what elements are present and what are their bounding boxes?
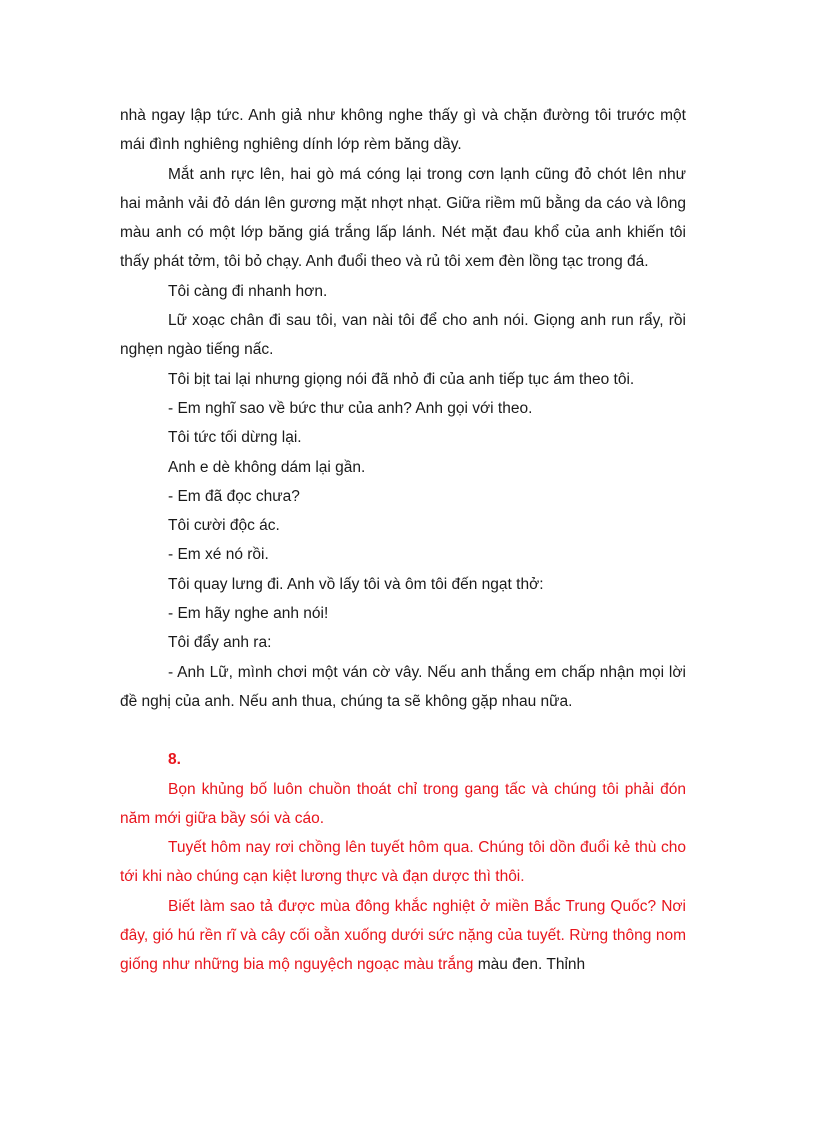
dialogue-line: - Em đã đọc chưa?	[168, 487, 300, 505]
document-page	[120, 101, 686, 980]
dialogue-line: - Em hãy nghe anh nói!	[168, 605, 329, 623]
dialogue-line: - Anh Lữ, mình chơi một ván cờ vây. Nếu anh thắng em chấp nhận mọi lời đề nghị của anh. Nếu anh thua, chúng ta sẽ không gặp nhau nữa.	[120, 663, 686, 710]
paragraph-last-black: màu đen. Thỉnh	[473, 956, 586, 974]
paragraph: Bọn khủng bố luôn chuồn thoát chỉ trong gang tấc và chúng tôi phải đón năm mới giữa bầy sói và cáo.	[120, 780, 686, 827]
paragraph: Tôi đẩy anh ra:	[168, 634, 272, 652]
paragraph-last	[120, 892, 686, 980]
paragraph: Tôi cười độc ác.	[168, 517, 280, 535]
paragraph: Mắt anh rực lên, hai gò má cóng lại trong cơn lạnh cũng đỏ chót lên như hai mảnh vải đỏ dán lên gương mặt nhợt nhạt. Giữa riềm mũ bằng da cáo và lông màu anh có một lớp băng giá trắng lấp lánh. Nét mặt đau khổ của anh khiến tôi thấy phát tởm, tôi bỏ chạy. Anh đuổi theo và rủ tôi xem đèn lồng tạc trong đá.	[120, 165, 686, 271]
paragraph: Tôi bịt tai lại nhưng giọng nói đã nhỏ đi của anh tiếp tục ám theo tôi.	[168, 370, 635, 388]
paragraph: Tuyết hôm nay rơi chồng lên tuyết hôm qua. Chúng tôi dồn đuổi kẻ thù cho tới khi nào chúng cạn kiệt lương thực và đạn dược thì thôi.	[120, 839, 686, 886]
paragraph: Tôi càng đi nhanh hơn.	[168, 282, 328, 300]
dialogue-line: - Em xé nó rồi.	[168, 546, 269, 564]
paragraph: Anh e dè không dám lại gần.	[168, 458, 366, 476]
dialogue-line: - Em nghĩ sao về bức thư của anh? Anh gọi với theo.	[168, 399, 533, 417]
paragraph: Tôi tức tối dừng lại.	[168, 429, 302, 447]
paragraph: Tôi quay lưng đi. Anh vồ lấy tôi và ôm tôi đến ngạt thở:	[168, 575, 544, 593]
section-heading: 8.	[168, 751, 181, 769]
paragraph: Lữ xoạc chân đi sau tôi, van nài tôi để cho anh nói. Giọng anh run rẩy, rồi nghẹn ngào tiếng nấc.	[120, 312, 686, 359]
paragraph: nhà ngay lập tức. Anh giả như không nghe thấy gì và chặn đường tôi trước một mái đình nghiêng nghiêng dính lớp rèm băng dầy.	[120, 107, 686, 154]
paragraph-last-red: Biết làm sao tả được mùa đông khắc nghiệt ở miền Bắc Trung Quốc? Nơi đây, gió hú rền rĩ và cây cối oằn xuống dưới sức nặng của tuyết. Rừng thông nom giống như những bia mộ nguyệch ngoạc màu trắng	[120, 897, 686, 974]
